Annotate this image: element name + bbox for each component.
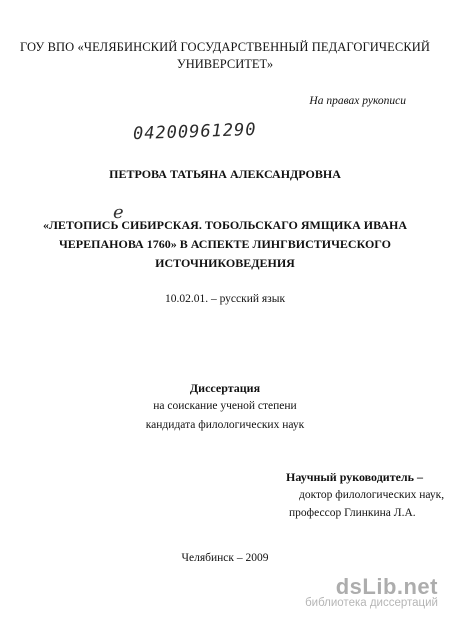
- title-line-1: «ЛЕТОПИСЬ СИБИРСКАЯ. ТОБОЛЬСКАГО ЯМЩИКА ИВАНА: [42, 218, 407, 232]
- supervisor-label: Научный руководитель –: [286, 470, 423, 484]
- degree-line-1: на соискание ученой степени: [153, 400, 297, 412]
- supervisor-name: профессор Глинкина Л.А.: [289, 507, 416, 519]
- institution-line-2: УНИВЕРСИТЕТ»: [176, 57, 274, 71]
- city-year: Челябинск – 2009: [181, 552, 269, 564]
- handwritten-code: 04200961290: [132, 119, 257, 145]
- rights-note: На правах рукописи: [309, 95, 406, 107]
- watermark: [305, 574, 438, 609]
- watermark-subtitle: библиотека диссертаций: [305, 597, 438, 609]
- institution-line-1: ГОУ ВПО «ЧЕЛЯБИНСКИЙ ГОСУДАРСТВЕННЫЙ ПЕДАГОГИЧЕСКИЙ: [19, 40, 431, 54]
- specialty-code: 10.02.01. – русский язык: [164, 293, 286, 305]
- degree-line-2: кандидата филологических наук: [145, 419, 305, 431]
- supervisor-degree: доктор филологических наук,: [299, 489, 445, 501]
- dissertation-heading: Диссертация: [189, 381, 261, 395]
- title-line-2: ЧЕРЕПАНОВА 1760» В АСПЕКТЕ ЛИНГВИСТИЧЕСКОГО: [59, 237, 391, 251]
- handwritten-correction: е: [113, 202, 124, 223]
- watermark-logo: dsLib.net: [335, 574, 438, 599]
- author-name: ПЕТРОВА ТАТЬЯНА АЛЕКСАНДРОВНА: [109, 167, 341, 181]
- title-line-3: ИСТОЧНИКОВЕДЕНИЯ: [155, 256, 295, 270]
